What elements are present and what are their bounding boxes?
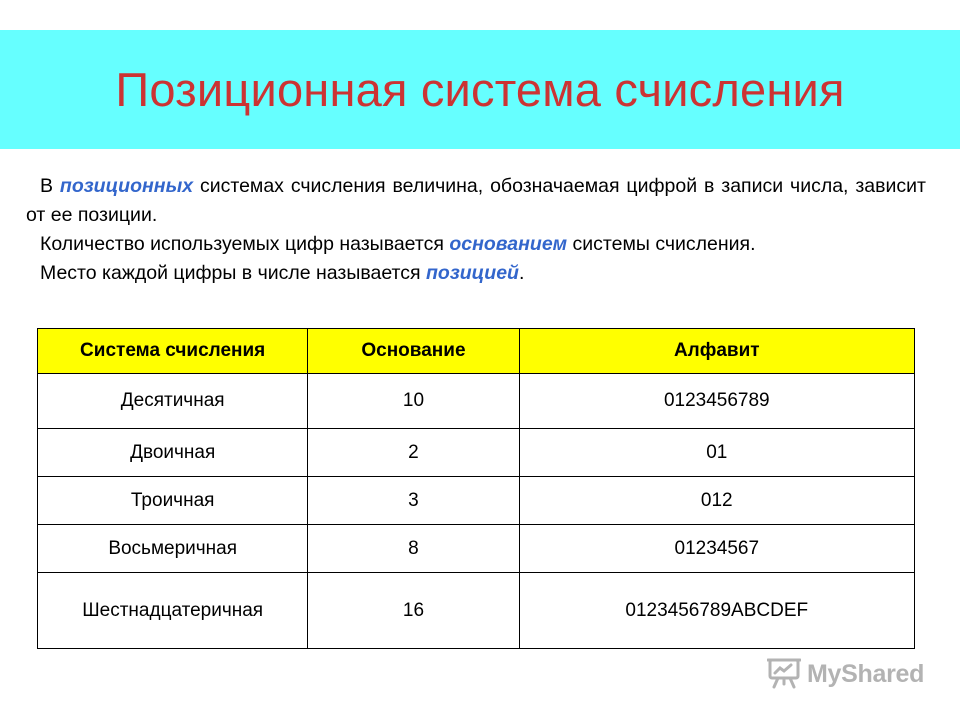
- table-row: [38, 429, 915, 477]
- emphasis-term: основанием: [449, 233, 568, 255]
- cell-base: 8: [308, 525, 519, 573]
- column-header-base: Основание: [308, 329, 519, 374]
- table-row: [38, 374, 915, 429]
- cell-alphabet: 0123456789ABCDEF: [519, 573, 914, 649]
- cell-base: 16: [308, 573, 519, 649]
- paragraph-text: системы счисления.: [567, 233, 756, 255]
- cell-system: Восьмеричная: [38, 525, 308, 573]
- cell-base: 2: [308, 429, 519, 477]
- title-band: [0, 30, 960, 149]
- column-header-system: Система счисления: [38, 329, 308, 374]
- cell-system: Шестнадцатеричная: [38, 573, 308, 649]
- watermark-text: MyShared: [807, 659, 925, 688]
- table-header-row: [38, 329, 915, 374]
- cell-system: Троичная: [38, 477, 308, 525]
- cell-base: 3: [308, 477, 519, 525]
- cell-base: 10: [308, 374, 519, 429]
- table-row: [38, 573, 915, 649]
- paragraph-position: [26, 259, 926, 288]
- table-row: [38, 525, 915, 573]
- watermark-logo: [767, 656, 924, 692]
- cell-alphabet: 01: [519, 429, 914, 477]
- table-row: [38, 477, 915, 525]
- emphasis-term: позицией: [426, 262, 519, 284]
- cell-system: Двоичная: [38, 429, 308, 477]
- description-text: [26, 172, 926, 288]
- paragraph-text: Место каждой цифры в числе называется: [40, 262, 426, 284]
- paragraph-text: В: [40, 175, 60, 197]
- number-systems-table: [37, 328, 915, 649]
- cell-system: Десятичная: [38, 374, 308, 429]
- cell-alphabet: 0123456789: [519, 374, 914, 429]
- paragraph-text: Количество используемых цифр называется: [40, 233, 450, 255]
- paragraph-positional: [26, 172, 926, 230]
- cell-alphabet: 012: [519, 477, 914, 525]
- column-header-alphabet: Алфавит: [519, 329, 914, 374]
- paragraph-text: .: [518, 262, 525, 284]
- paragraph-base: [26, 230, 926, 259]
- page-title: Позиционная система счисления: [115, 63, 845, 116]
- emphasis-term: позиционных: [59, 175, 194, 197]
- cell-alphabet: 01234567: [519, 525, 914, 573]
- presentation-board-icon: [767, 655, 801, 694]
- paragraph-text: системах счисления величина, обозначаемая цифрой в записи числа, зависит от ее позиции.: [26, 175, 926, 226]
